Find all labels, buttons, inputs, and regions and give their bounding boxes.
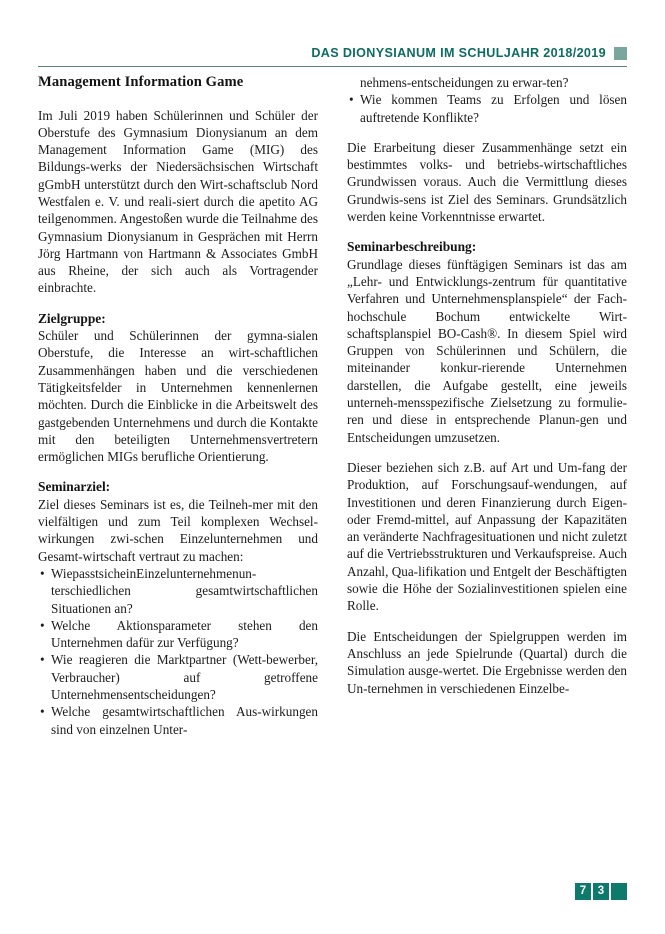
- page-header: [38, 40, 627, 66]
- page-badge-accent-square-icon: [611, 883, 627, 900]
- heading-seminarbeschreibung: Seminarbeschreibung:: [347, 239, 477, 255]
- seminarziel-bullet-list-continued: [347, 91, 627, 126]
- page-digit-first: 7: [575, 883, 591, 900]
- paragraph-entscheidungen: Die Entscheidungen der Spielgruppen werden im Anschluss an jede Spielrunde (Quartal) durch die Simulation ausge-wertet. Die Ergebnisse werden den Un-ternehmen in verschiedenen Einzelbe-: [347, 628, 627, 696]
- paragraph-dieser-beziehen: Dieser beziehen sich z.B. auf Art und Um-fang der Produktion, auf Forschungsauf-wendungen, auf Investitionen und deren Finanzierung durch Eigen- oder Fremd-mittel, auf Anpassung der Kapazitäten an veränderte Nachfragesituationen und nicht zuletzt auf die Vertriebsstrukturen und Verkaufspreise. Auch Anzahl, Qua-lifikation und Entgelt der Beschäftigten sowie die Höhe der Sozialinvestitionen spielen eine Rolle.: [347, 459, 627, 614]
- page-digit-second: 3: [593, 883, 609, 900]
- list-item: • WiepasstsicheinEinzelunternehmenun-terschiedlichen gesamtwirtschaftlichen Situationen an?: [51, 565, 318, 617]
- paragraph-zielgruppe: Schüler und Schülerinnen der gymna-sialen Oberstufe, die Interesse an wirt-schaftlichen Zusammenhängen haben und die verschiedenen Tätigkeitsfelder in Unternehmen kennenlernen möchten. Durch die Einblicke in die Arbeitswelt des gastgebenden Unternehmens und durch die Kontakte mit den beteiligten Unternehmensvertretern ermöglichen MIGs berufliche Orientierung.: [38, 328, 318, 465]
- seminarziel-bullet-list: [38, 565, 318, 738]
- header-accent-square-icon: [614, 47, 627, 60]
- paragraph-grundwissen: Die Erarbeitung dieser Zusammenhänge setzt ein bestimmtes volks- und betriebs-wirtschaftliches Grundwissen voraus. Auch die Vermittlung dieses Grundwis-sens ist Ziel des Seminars. Grundsätzlich werden keine Vorkenntnisse erwartet.: [347, 139, 627, 225]
- header-divider: [38, 66, 627, 67]
- heading-seminarziel: Seminarziel:: [38, 479, 111, 495]
- list-item: • Welche Aktionsparameter stehen den Unternehmen dafür zur Verfügung?: [51, 617, 318, 652]
- list-item: • Wie reagieren die Marktpartner (Wett-bewerber, Verbraucher) auf getroffene Unternehmensentscheidungen?: [51, 651, 318, 703]
- list-item: • Welche gesamtwirtschaftlichen Aus-wirkungen sind von einzelnen Unter-: [51, 703, 318, 738]
- heading-zielgruppe: Zielgruppe:: [38, 310, 106, 326]
- left-column: [38, 74, 318, 874]
- article-columns: [38, 74, 627, 874]
- paragraph-intro: Im Juli 2019 haben Schülerinnen und Schüler der Oberstufe des Gymnasium Dionysianum an dem Management Information Game (MIG) des Bildungs-werks der Niedersächsischen Wirtschaft gGmbH unterstützt durch den Wirt-schaftsclub Nord Westfalen e. V. und reali-siert durch die apetito AG teilgenommen. Angestoßen wurde die Teilnahme des Gymnasium Dionysianum in Gesprächen mit Herrn Jörg Hartmann von Hartmann & Associates GmbH aus Rheine, der sich auch als Vortragender einbrachte.: [38, 107, 318, 296]
- bullet-continuation-text: nehmens-entscheidungen zu erwar-ten?: [360, 75, 569, 90]
- page-number-badge: [575, 883, 627, 900]
- article-title: Management Information Game: [38, 74, 244, 90]
- paragraph-seminarziel: Ziel dieses Seminars ist es, die Teilneh-mer mit den vielfältigen und zum Teil komplexen Wechsel-wirkungen zwi-schen Einzelunternehmen und Gesamt-wirtschaft vertraut zu machen:: [38, 496, 318, 564]
- header-title: DAS DIONYSIANUM IM SCHULJAHR 2018/2019: [311, 45, 606, 60]
- list-item: • Wie kommen Teams zu Erfolgen und lösen auftretende Konflikte?: [360, 91, 627, 126]
- right-column: [347, 74, 627, 874]
- paragraph-seminarbeschreibung: Grundlage dieses fünftägigen Seminars ist das am „Lehr- und Entwicklungs-zentrum für quantitative Verfahren und Unternehmensplanspiele“ der Fach-hochschule Bochum entwickelte Wirt-schaftsplanspiel BO-Cash®. In diesem Spiel wird Gruppen von Schülerinnen und Schülern, die miteinander konkur-rierende Unternehmen darstellen, die Aufgabe gestellt, eine jeweils unterneh-mensspezifische Zielsetzung zu formulie-ren und diese in entsprechende Planun-gen und Entscheidungen umzusetzen.: [347, 256, 627, 445]
